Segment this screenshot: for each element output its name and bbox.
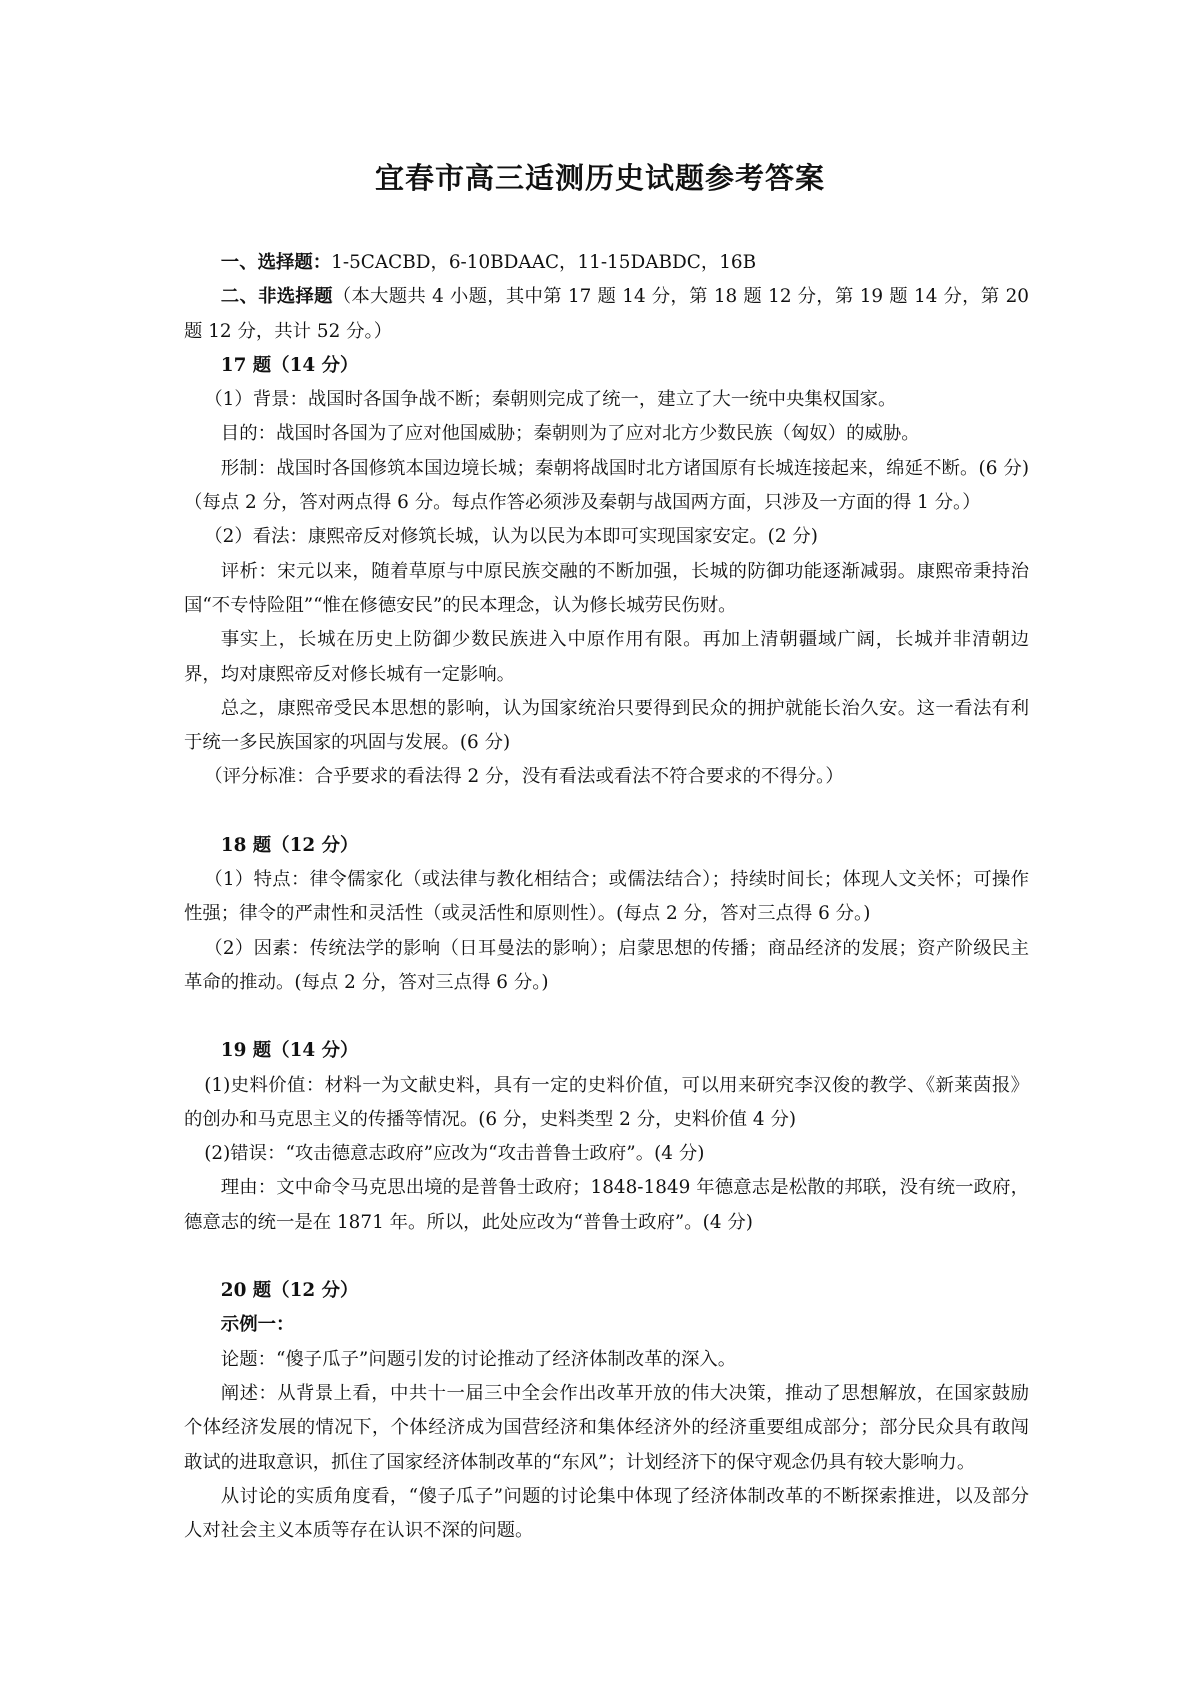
section2-label: 二、非选择题 <box>220 286 333 308</box>
q18-paragraph: （1）特点：律令儒家化（或法律与教化相结合；或儒法结合）；持续时间长；体现人文关怀；可操作性强；律令的严肃性和灵活性（或灵活性和原则性）。(每点 2 分，答对三点得 6 分。) <box>184 869 1029 925</box>
q17-heading: 17 题（14 分） <box>220 354 359 376</box>
spacer <box>184 1000 1029 1034</box>
section1-line <box>184 246 1029 280</box>
q19-paragraph: 理由：文中命令马克思出境的是普鲁士政府；1848-1849 年德意志是松散的邦联，没有统一政府，德意志的统一是在 1871 年。所以，此处应改为“普鲁士政府”。(4 分) <box>184 1177 1029 1233</box>
section1-label: 一、选择题： <box>220 252 332 273</box>
spacer <box>184 1240 1029 1274</box>
q17-paragraph: 形制：战国时各国修筑本国边境长城；秦朝将战国时北方诸国原有长城连接起来，绵延不断。(6 分)（每点 2 分，答对两点得 6 分。每点作答必须涉及秦朝与战国两方面，只涉及一方面的得 1 分。） <box>184 457 1029 514</box>
q20-paragraph: 阐述：从背景上看，中共十一届三中全会作出改革开放的伟大决策，推动了思想解放，在国家鼓励个体经济发展的情况下，个体经济成为国营经济和集体经济外的经济重要组成部分；部分民众具有敢闯敢试的进取意识，抓住了国家经济体制改革的“东风”；计划经济下的保守观念仍具有较大影响力。 <box>184 1382 1029 1473</box>
section2-desc: （本大题共 4 小题，其中第 17 题 14 分，第 18 题 12 分，第 19 题 14 分，第 20 题 12 分，共计 52 分。） <box>184 286 1029 342</box>
q20-heading: 20 题（12 分） <box>220 1280 359 1302</box>
section2-line <box>184 280 1029 349</box>
q20-paragraph: 从讨论的实质角度看，“傻子瓜子”问题的讨论集中体现了经济体制改革的不断探索推进，以及部分人对社会主义本质等存在认识不深的问题。 <box>184 1485 1029 1542</box>
q17-scoring-note: （评分标准：合乎要求的看法得 2 分，没有看法或看法不符合要求的不得分。） <box>204 766 844 788</box>
q18-paragraph: （2）因素：传统法学的影响（日耳曼法的影响）；启蒙思想的传播；商品经济的发展；资产阶级民主革命的推动。(每点 2 分，答对三点得 6 分。) <box>184 937 1029 993</box>
q20-paragraph: 论题：“傻子瓜子”问题引发的讨论推动了经济体制改革的深入。 <box>220 1348 737 1370</box>
spacer <box>184 795 1029 829</box>
q17-paragraph: 目的：战国时各国为了应对他国威胁；秦朝则为了应对北方少数民族（匈奴）的威胁。 <box>220 423 920 445</box>
q20-example-label: 示例一： <box>220 1314 295 1336</box>
section1-answers: 1-5CACBD，6-10BDAAC，11-15DABDC，16B <box>331 252 757 273</box>
q19-paragraph: (2)错误：“攻击德意志政府”应改为“攻击普鲁士政府”。(4 分) <box>204 1143 705 1165</box>
q17-paragraph: （1）背景：战国时各国争战不断；秦朝则完成了统一，建立了大一统中央集权国家。 <box>204 389 897 411</box>
q17-paragraph: （2）看法：康熙帝反对修筑长城，认为以民为本即可实现国家安定。(2 分) <box>204 526 818 548</box>
q17-paragraph: 评析：宋元以来，随着草原与中原民族交融的不断加强，长城的防御功能逐渐减弱。康熙帝秉持治国“不专恃险阻”“惟在修德安民”的民本理念，认为修长城劳民伤财。 <box>184 560 1029 616</box>
q19-heading: 19 题（14 分） <box>220 1040 359 1062</box>
q18-heading: 18 题（12 分） <box>220 834 359 856</box>
q19-paragraph: (1)史料价值：材料一为文献史料，具有一定的史料价值，可以用来研究李汉俊的教学、《新莱茵报》的创办和马克思主义的传播等情况。(6 分，史料类型 2 分，史料价值 4 分) <box>184 1074 1029 1130</box>
answer-content <box>184 246 1029 1548</box>
q17-paragraph: 总之，康熙帝受民本思想的影响，认为国家统治只要得到民众的拥护就能长治久安。这一看法有利于统一多民族国家的巩固与发展。(6 分) <box>184 697 1029 754</box>
page-title: 宜春市高三适测历史试题参考答案 <box>374 161 825 195</box>
q17-paragraph: 事实上，长城在历史上防御少数民族进入中原作用有限。再加上清朝疆域广阔，长城并非清朝边界，均对康熙帝反对修长城有一定影响。 <box>184 629 1029 685</box>
